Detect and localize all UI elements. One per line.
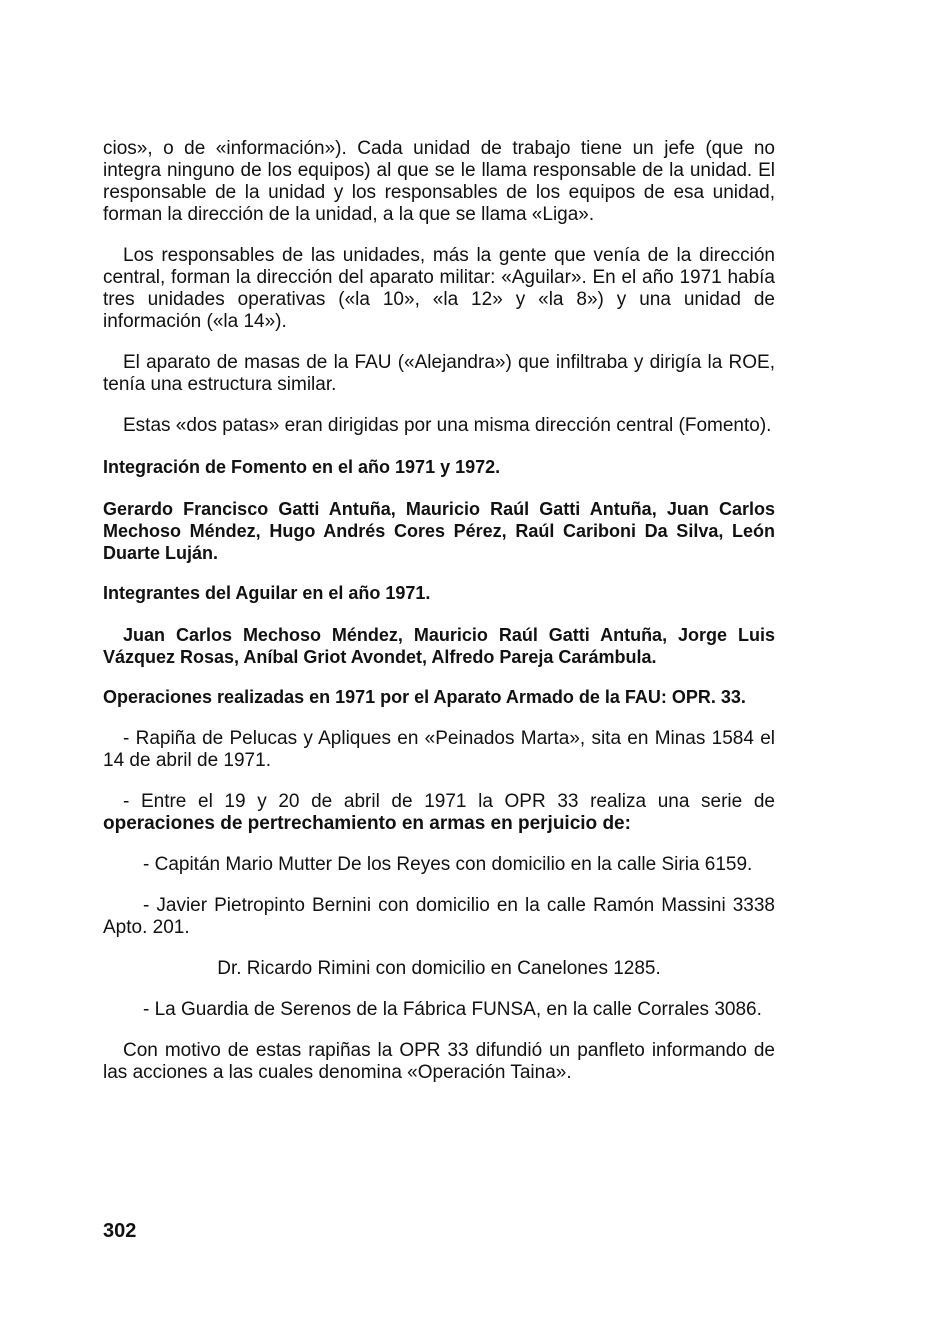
operation-pertrechamiento <box>103 791 775 835</box>
paragraph-aguilar-direction: Los responsables de las unidades, más la gente que venía de la dirección central, forman la dirección del aparato militar: «Aguilar». En el año 1971 había tres unidades operativas («la 10», «la 12» y «la 8») y una unidad de información («la 14»). <box>103 245 775 332</box>
paragraph-units: cios», o de «información»). Cada unidad de trabajo tiene un jefe (que no integra ninguno de los equipos) al que se le llama responsable de la unidad. El responsable de la unidad y los responsables de los equipos de esa unidad, forman la dirección de la unidad, a la que se llama «Liga». <box>103 138 775 225</box>
victim-mutter: - Capitán Mario Mutter De los Reyes con domicilio en la calle Siria 6159. <box>143 854 753 875</box>
operation-pertrechamiento-end: operaciones de pertrechamiento en armas en perjuicio de: <box>103 813 631 834</box>
heading-operations: Operaciones realizadas en 1971 por el Aparato Armado de la FAU: OPR. 33. <box>103 687 746 707</box>
paragraph-dos-patas: Estas «dos patas» eran dirigidas por una misma dirección central (Fomento). <box>123 415 772 436</box>
victim-rimini: Dr. Ricardo Rimini con domicilio en Canelones 1285. <box>217 958 661 979</box>
victim-funsa: - La Guardia de Serenos de la Fábrica FUNSA, en la calle Corrales 3086. <box>143 999 762 1020</box>
aguilar-members: Juan Carlos Mechoso Méndez, Mauricio Raúl Gatti Antuña, Jorge Luis Vázquez Rosas, Aníbal Griot Avondet, Alfredo Pareja Carámbula. <box>103 625 775 667</box>
paragraph-masas: El aparato de masas de la FAU («Alejandra») que infiltraba y dirigía la ROE, tenía una estructura similar. <box>103 352 775 395</box>
page-number: 302 <box>103 1220 137 1242</box>
operation-pelucas: - Rapiña de Pelucas y Apliques en «Peinados Marta», sita en Minas 1584 el 14 de abril de 1971. <box>103 728 775 771</box>
heading-aguilar: Integrantes del Aguilar en el año 1971. <box>103 583 431 603</box>
operation-pertrechamiento-start: - Entre el 19 y 20 de abril de 1971 la OPR 33 realiza una serie de <box>123 791 775 812</box>
text-column <box>103 138 775 1103</box>
victim-pietropinto: - Javier Pietropinto Bernini con domicilio en la calle Ramón Massini 3338 Apto. 201. <box>103 895 775 938</box>
paragraph-panfleto: Con motivo de estas rapiñas la OPR 33 difundió un panfleto informando de las acciones a las cuales denomina «Operación Taina». <box>103 1040 775 1083</box>
fomento-members: Gerardo Francisco Gatti Antuña, Mauricio Raúl Gatti Antuña, Juan Carlos Mechoso Méndez, Hugo Andrés Cores Pérez, Raúl Cariboni Da Silva, León Duarte Luján. <box>103 499 775 563</box>
heading-fomento: Integración de Fomento en el año 1971 y 1972. <box>103 457 501 477</box>
